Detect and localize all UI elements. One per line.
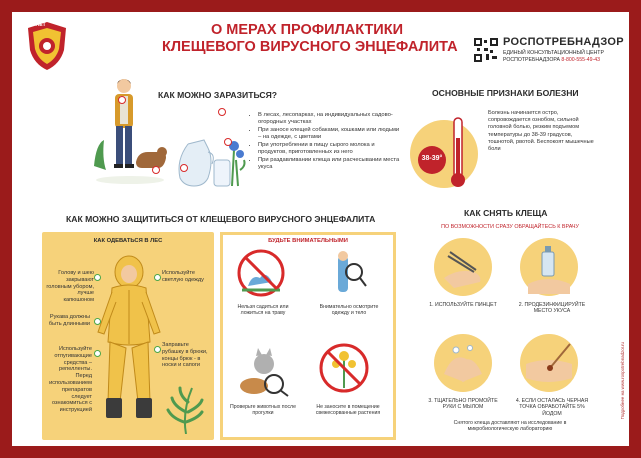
iodine-icon [520, 334, 578, 392]
qr-code-icon [474, 38, 498, 62]
tick-marker [152, 166, 160, 174]
remove-heading: КАК СНЯТЬ КЛЕЩА [464, 208, 548, 218]
callout-dot [94, 350, 101, 357]
remove-footer: Снятого клеща доставляют на исследование в микробиологическую лабораторию [453, 420, 567, 433]
attention-item-4: Не заносите в помещение свежесорванные растения [315, 404, 381, 417]
dress-light-text: Используйте светлую одежду [162, 270, 204, 283]
remove-step-1: 1. ИСПОЛЬЗУЙТЕ ПИНЦЕТ [429, 302, 497, 308]
agency-phone[interactable]: 8-800-555-49-43 [561, 56, 601, 63]
emblem-text: 100 ЛЕТ [26, 22, 46, 28]
agency-sub-2: РОСПОТРЕБНАДЗОРА [503, 56, 560, 63]
attention-item-1: Нельзя садиться или ложиться на траву [237, 304, 289, 317]
no-fresh-plants-icon [318, 342, 370, 394]
attention-heading: БУДЬТЕ ВНИМАТЕЛЬНЫМИ [268, 238, 348, 244]
agency-subtitle [503, 50, 604, 63]
dress-repellent-text: Используйте отпугивающие средства – репелленты. Перед использованием препаратов следует ознакомиться с инструкцией [49, 346, 92, 414]
agency-name: РОСПОТРЕБНАДЗОР [503, 36, 624, 48]
tick-marker [224, 138, 232, 146]
page-title [162, 22, 458, 56]
infection-heading: КАК МОЖНО ЗАРАЗИТЬСЯ? [158, 90, 278, 100]
list-item: • При заносе клещей собаками, кошками или людьми – на одежде, с цветами [258, 127, 403, 141]
tweezers-icon [434, 238, 492, 296]
remove-step-3: 3. ТЩАТЕЛЬНО ПРОМОЙТЕ РУКИ С МЫЛОМ [428, 398, 498, 411]
callout-dot [154, 346, 161, 353]
protect-heading: КАК МОЖНО ЗАЩИТИТЬСЯ ОТ КЛЕЩЕВОГО ВИРУСНОГО ЭНЦЕФАЛИТА [66, 214, 376, 224]
infection-list [250, 112, 403, 172]
remove-step-4: 4. ЕСЛИ ОСТАЛАСЬ ЧЕРНАЯ ТОЧКА ОБРАБОТАЙТЕ 5% ЙОДОМ [515, 398, 589, 417]
list-item: • В лесах, лесопарках, на индивидуальных садово-огородных участках [258, 112, 403, 126]
dress-sleeves-text: Рукава должны быть длинными [48, 314, 90, 327]
list-item: • При раздавливании клеща или расчесывании места укуса [258, 157, 403, 171]
poster [12, 12, 629, 446]
list-item: • При употреблении в пищу сырого молока и продуктов, приготовленных из него [258, 142, 403, 156]
disinfect-bottle-icon [520, 238, 578, 296]
side-note: Подробнее на www.rospotrebnadzor.ru [620, 342, 625, 420]
thermometer-icon [410, 108, 484, 196]
attention-item-2: Внимательно осмотрите одежду и тело [319, 304, 379, 317]
dress-tuck-text: Заправьте рубашку в брюки, концы брюк - в носки и сапоги [162, 342, 208, 369]
tick-marker [180, 164, 188, 172]
fern-icon [162, 382, 208, 434]
symptoms-heading: ОСНОВНЫЕ ПРИЗНАКИ БОЛЕЗНИ [432, 88, 579, 98]
check-pets-icon [236, 342, 292, 398]
inspect-body-icon [318, 250, 368, 300]
tick-marker [218, 108, 226, 116]
wash-hands-icon [434, 334, 492, 392]
remove-step-2: 2. ПРОДЕЗИНФИЦИРУЙТЕ МЕСТО УКУСА [518, 302, 586, 315]
title-line-2: КЛЕЩЕВОГО ВИРУСНОГО ЭНЦЕФАЛИТА [162, 39, 458, 55]
attention-item-3: Проверьте животных после прогулки [230, 404, 296, 417]
tick-marker [118, 96, 126, 104]
temperature-label: 38-39° [421, 155, 443, 162]
dress-head-text: Голову и шею закрывают головным убором, лучше капюшоном [46, 270, 94, 304]
milk-and-flowers-illustration [174, 130, 248, 190]
callout-dot [94, 318, 101, 325]
dress-heading: КАК ОДЕВАТЬСЯ В ЛЕС [93, 238, 163, 244]
title-line-1: О МЕРАХ ПРОФИЛАКТИКИ [210, 22, 403, 38]
remove-subheading: ПО ВОЗМОЖНОСТИ СРАЗУ ОБРАЩАЙТЕСЬ К ВРАЧУ [441, 224, 579, 230]
callout-dot [154, 274, 161, 281]
callout-dot [94, 274, 101, 281]
agency-sub-1: ЕДИНЫЙ КОНСУЛЬТАЦИОННЫЙ ЦЕНТР [503, 50, 604, 56]
symptoms-text: Болезнь начинается остро, сопровождается ознобом, сильной головной болью, резким подъемом температуры до 38-39 градусов, тошнотой, рвотой. Беспокоят мышечные боли [488, 110, 594, 153]
no-sitting-on-grass-icon [236, 248, 286, 298]
